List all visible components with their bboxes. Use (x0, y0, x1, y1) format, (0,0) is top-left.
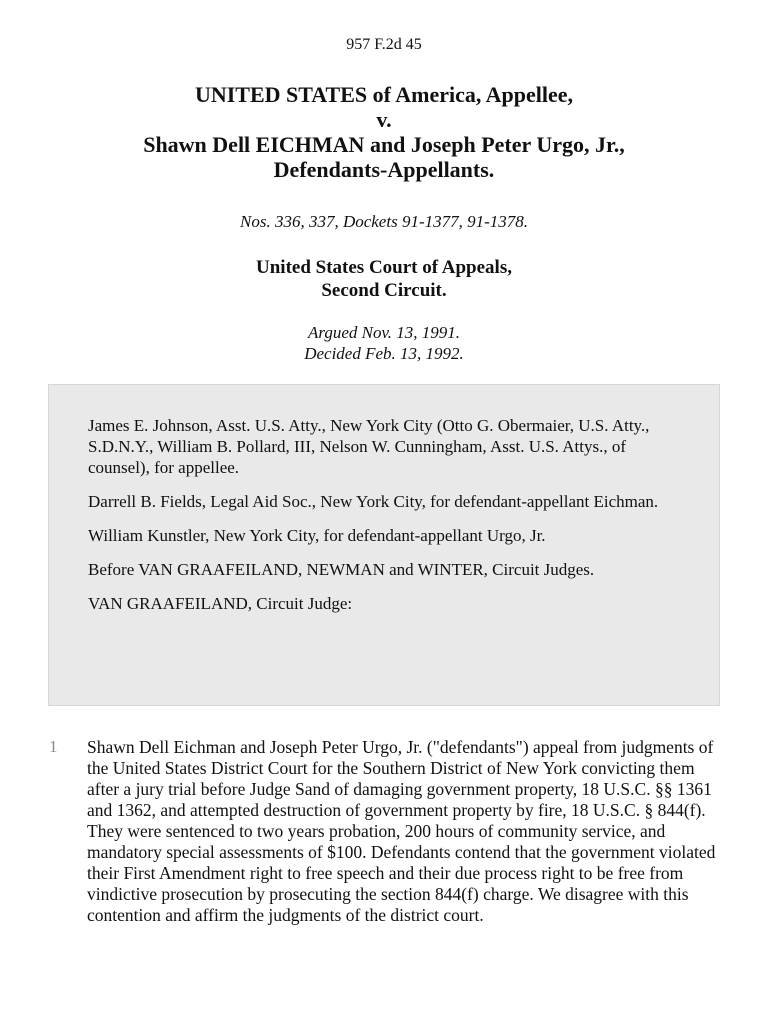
paragraph-text: Shawn Dell Eichman and Joseph Peter Urgo, Jr. ("defendants") appeal from judgments of the United States District Court for the Southern District of New York convicting them after a jury trial before Judge Sand of damaging government property, 18 U.S.C. §§ 1361 and 1362, and attempted destruction of government property by fire, 18 U.S.C. § 844(f). They were sentenced to two years probation, 200 hours of community service, and mandatory special assessments of $100. Defendants contend that the government violated their First Amendment right to free speech and their due process right to be free from vindictive prosecution by prosecuting the section 844(f) charge. We disagree with this contention and affirm the judgments of the district court. (87, 737, 716, 925)
caption-defendants: Shawn Dell EICHMAN and Joseph Peter Urgo, Jr., (143, 132, 625, 157)
opinion-author: VAN GRAAFEILAND, Circuit Judge: (88, 594, 353, 613)
counsel-box (48, 384, 720, 706)
docket-numbers: Nos. 336, 337, Dockets 91-1377, 91-1378. (239, 212, 529, 231)
counsel-appellee: James E. Johnson, Asst. U.S. Atty., New York City (Otto G. Obermaier, U.S. Atty., S.D.N.Y., William B. Pollard, III, Nelson W. Cunningham, Asst. U.S. Attys., of counsel), for appellee. (88, 416, 650, 477)
paragraph-number[interactable]: 1 (49, 737, 58, 756)
judges-panel: Before VAN GRAAFEILAND, NEWMAN and WINTER, Circuit Judges. (88, 560, 595, 579)
counsel-appellant-eichman: Darrell B. Fields, Legal Aid Soc., New York City, for defendant-appellant Eichman. (88, 492, 659, 511)
decided-date: Decided Feb. 13, 1992. (304, 344, 464, 363)
case-citation: 957 F.2d 45 (346, 36, 422, 53)
argued-date: Argued Nov. 13, 1991. (307, 323, 461, 342)
counsel-appellant-urgo: William Kunstler, New York City, for defendant-appellant Urgo, Jr. (88, 526, 546, 545)
caption-versus: v. (376, 107, 392, 132)
case-dates (0, 322, 768, 364)
caption-appellants-label: Defendants-Appellants. (273, 157, 495, 182)
court-name-line1: United States Court of Appeals, (256, 257, 512, 278)
court-name (0, 256, 768, 302)
caption-appellee: UNITED STATES of America, Appellee, (194, 82, 574, 107)
case-caption (0, 82, 768, 182)
court-name-line2: Second Circuit. (321, 280, 447, 301)
